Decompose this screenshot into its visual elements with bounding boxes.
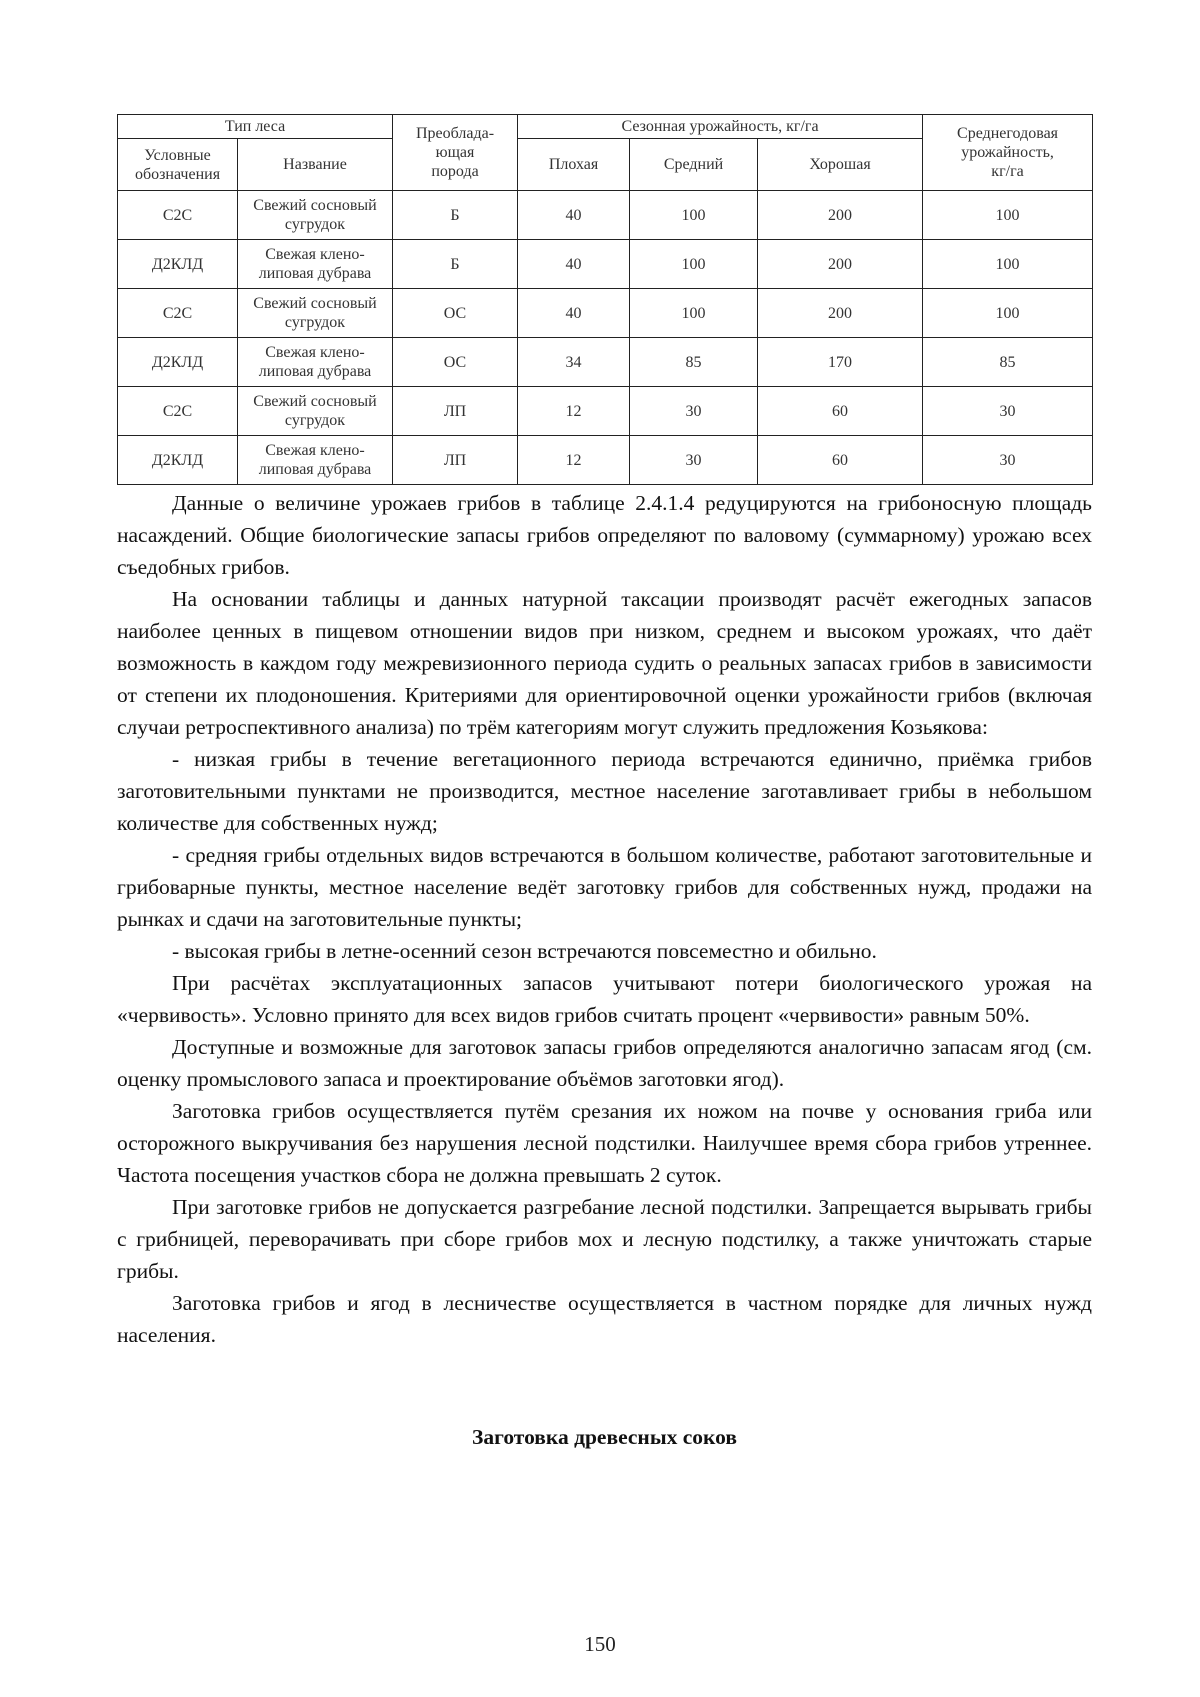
cell-species: ОС: [393, 289, 518, 338]
list-item: - низкая грибы в течение вегетационного периода встречаются единично, приёмка грибов заготовительными пунктами не производится, местное население заготавливает грибы в небольшом количестве для собственных нужд;: [117, 747, 1092, 835]
cell-code: С2С: [118, 191, 238, 240]
paragraph: При заготовке грибов не допускается разгребание лесной подстилки. Запрещается вырывать грибы с грибницей, переворачивать при сборе грибов мох и лесную подстилку, а также уничтожать старые грибы.: [117, 1195, 1092, 1283]
cell-code: Д2КЛД: [118, 338, 238, 387]
cell-medium: 30: [630, 436, 758, 485]
cell-species: ОС: [393, 338, 518, 387]
cell-poor: 34: [518, 338, 630, 387]
cell-name: Свежий сосновый сугрудок: [238, 289, 393, 338]
list-item: - высокая грибы в летне-осенний сезон встречаются повсеместно и обильно.: [172, 939, 877, 963]
table-row: [118, 289, 1093, 338]
header-poor: Плохая: [518, 139, 630, 191]
paragraph: Заготовка грибов и ягод в лесничестве осуществляется в частном порядке для личных нужд населения.: [117, 1291, 1092, 1347]
cell-average: 100: [923, 191, 1093, 240]
cell-name: Свежая клено- липовая дубрава: [238, 436, 393, 485]
table-row: [118, 240, 1093, 289]
cell-medium: 100: [630, 289, 758, 338]
cell-code: С2С: [118, 289, 238, 338]
header-medium: Средний: [630, 139, 758, 191]
cell-medium: 85: [630, 338, 758, 387]
header-dominant-species: Преоблада- ющая порода: [393, 115, 518, 191]
cell-poor: 40: [518, 289, 630, 338]
cell-poor: 40: [518, 191, 630, 240]
paragraph: Доступные и возможные для заготовок запасы грибов определяются аналогично запасам ягод (см. оценку промыслового запаса и проектирование объёмов заготовки ягод).: [117, 1035, 1092, 1091]
cell-good: 200: [758, 289, 923, 338]
cell-medium: 100: [630, 191, 758, 240]
paragraph: На основании таблицы и данных натурной таксации производят расчёт ежегодных запасов наиболее ценных в пищевом отношении видов при низком, среднем и высоком урожаях, что даёт возможность в каждом году межревизионного периода судить о реальных запасах грибов в зависимости от степени их плодоношения. Критериями для ориентировочной оценки урожайности грибов (включая случаи ретроспективного анализа) по трём категориям могут служить предложения Козьякова:: [117, 587, 1092, 739]
header-good: Хорошая: [758, 139, 923, 191]
cell-name: Свежий сосновый сугрудок: [238, 191, 393, 240]
list-item: - средняя грибы отдельных видов встречаются в большом количестве, работают заготовительные и грибоварные пункты, местное население ведёт заготовку грибов для собственных нужд, продажи на рынках и сдачи на заготовительные пункты;: [117, 843, 1092, 931]
cell-average: 85: [923, 338, 1093, 387]
cell-good: 60: [758, 387, 923, 436]
cell-name: Свежий сосновый сугрудок: [238, 387, 393, 436]
cell-average: 100: [923, 289, 1093, 338]
header-forest-type: Тип леса: [118, 115, 393, 139]
body-text: [117, 487, 1092, 1351]
table-row: [118, 436, 1093, 485]
mushroom-yield-table: [117, 114, 1093, 485]
cell-name: Свежая клено- липовая дубрава: [238, 338, 393, 387]
cell-good: 60: [758, 436, 923, 485]
cell-medium: 100: [630, 240, 758, 289]
paragraph: При расчётах эксплуатационных запасов учитывают потери биологического урожая на «червивость». Условно принято для всех видов грибов считать процент «червивости» равным 50%.: [117, 971, 1092, 1027]
cell-poor: 12: [518, 387, 630, 436]
cell-medium: 30: [630, 387, 758, 436]
cell-name: Свежая клено- липовая дубрава: [238, 240, 393, 289]
header-seasonal-yield: Сезонная урожайность, кг/га: [518, 115, 923, 139]
header-name: Название: [238, 139, 393, 191]
cell-good: 200: [758, 191, 923, 240]
table-row: [118, 191, 1093, 240]
cell-average: 30: [923, 436, 1093, 485]
cell-average: 100: [923, 240, 1093, 289]
page-number: 150: [584, 1632, 616, 1656]
cell-average: 30: [923, 387, 1093, 436]
table-row: [118, 387, 1093, 436]
cell-species: ЛП: [393, 436, 518, 485]
cell-poor: 12: [518, 436, 630, 485]
cell-code: Д2КЛД: [118, 436, 238, 485]
cell-species: ЛП: [393, 387, 518, 436]
paragraph: Заготовка грибов осуществляется путём срезания их ножом на почве у основания гриба или осторожного выкручивания без нарушения лесной подстилки. Наилучшее время сбора грибов утреннее. Частота посещения участков сбора не должна превышать 2 суток.: [117, 1099, 1092, 1187]
cell-good: 170: [758, 338, 923, 387]
cell-species: Б: [393, 191, 518, 240]
header-average-yield: Среднегодовая урожайность, кг/га: [923, 115, 1093, 191]
cell-code: С2С: [118, 387, 238, 436]
cell-species: Б: [393, 240, 518, 289]
header-code: Условные обозначения: [118, 139, 238, 191]
table-row: [118, 338, 1093, 387]
paragraph: Данные о величине урожаев грибов в таблице 2.4.1.4 редуцируются на грибоносную площадь насаждений. Общие биологические запасы грибов определяют по валовому (суммарному) урожаю всех съедобных грибов.: [117, 491, 1092, 579]
cell-poor: 40: [518, 240, 630, 289]
cell-code: Д2КЛД: [118, 240, 238, 289]
cell-good: 200: [758, 240, 923, 289]
section-heading: Заготовка древесных соков: [472, 1425, 737, 1449]
